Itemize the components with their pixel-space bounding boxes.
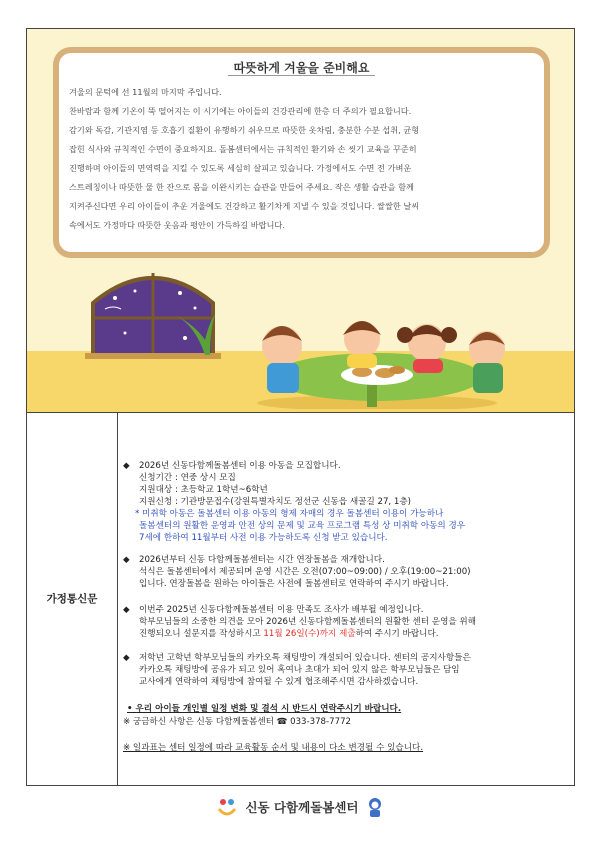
- recruit-note: 7세에 한하여 11월부터 사전 이용 가능하도록 신청 받고 있습니다.: [139, 533, 388, 543]
- contact-info: ※ 궁금하신 사항은 신동 다함께돌봄센터 ☎ 033-378-7772: [123, 717, 351, 727]
- kakao-line: 교사에게 연락하여 채팅방에 참여될 수 있게 협조해주시면 감사하겠습니다.: [139, 677, 419, 687]
- section-label: 가정통신문: [46, 593, 98, 605]
- survey-line: 진행되오니 설문지를 작성하시고 11월 26일(수)까지 제출하여 주시기 바랍니다.: [139, 629, 439, 639]
- footer: [0, 792, 600, 822]
- recruit-line: 지원신청 : 기관방문접수(강원특별자치도 정선군 신동읍 새골길 27, 1층): [139, 497, 412, 507]
- extended-care-line: 석식은 돌봄센터에서 제공되며 운영 시간은 오전(07:00~09:00) / 오후(19:00~21:00): [139, 567, 471, 577]
- notice-line: 감기와 독감, 기관지염 등 호흡기 질환이 유행하기 쉬우므로 따뜻한 옷차림, 충분한 수분 섭취, 균형: [69, 125, 420, 135]
- mascot-icon: [367, 797, 383, 817]
- notice-board: [53, 47, 550, 258]
- notice-line: 속에서도 가정마다 따뜻한 웃음과 평안이 가득하길 바랍니다.: [69, 220, 285, 230]
- center-name: 신동 다함께돌봄센터: [245, 800, 359, 815]
- recruit-note: * 미취학 아동은 돌봄센터 이용 아동의 형제 자매의 경우 돌봄센터 이용이 가능하나: [135, 509, 444, 519]
- section-label-cell: [27, 412, 118, 785]
- kakao-heading: 저학년 고학년 학부모님들의 카카오톡 채팅방이 개설되어 있습니다. 센터의 공지사항들은: [139, 653, 471, 663]
- diamond-bullet-icon: ◆: [123, 461, 130, 471]
- extended-care-line: 입니다. 연장돌봄을 원하는 아이들은 사전에 돌봄센터로 연락하여 주시기 바랍니다.: [139, 579, 449, 589]
- notice-line: 잡힌 식사와 규칙적인 수면이 중요하지요. 돌봄센터에서는 규칙적인 환기와 손 씻기 교육을 꾸준히: [69, 144, 417, 154]
- diamond-bullet-icon: ◆: [123, 555, 130, 565]
- header-illustration: [27, 29, 574, 413]
- recruit-heading: 2026년 신동다함께돌봄센터 이용 아동을 모집합니다.: [139, 461, 341, 471]
- notice-line: 스트레칭이나 따뜻한 물 한 잔으로 몸을 이완시키는 습관을 만들어 주세요. 작은 생활 습관을 함께: [69, 182, 414, 192]
- notice-title: 따뜻하게 겨울을 준비해요: [59, 59, 544, 76]
- kakao-line: 카카오톡 채팅방에 공유가 되고 있어 혹여나 초대가 되어 있지 않은 학부모님들은 담임: [139, 665, 460, 675]
- notice-content: [123, 412, 569, 785]
- schedule-change-notice: • 우리 아이들 개인별 일정 변화 및 결석 시 반드시 연락주시기 바랍니다.: [127, 704, 402, 714]
- notice-line: 겨울의 문턱에 선 11월의 마지막 주입니다.: [69, 87, 222, 97]
- extended-care-heading: 2026년부터 신동 다함께돌봄센터는 시간 연장돌봄을 재개합니다.: [139, 555, 385, 565]
- diamond-bullet-icon: ◆: [123, 653, 130, 663]
- recruit-notice: [123, 460, 569, 544]
- recruit-note: 돌봄센터의 원활한 운영과 안전 상의 문제 및 교육 프로그램 특성 상 미취학 아동의 경우: [139, 521, 466, 531]
- children-eating-illustration: [187, 291, 527, 409]
- survey-deadline: 11월 26일(수)까지 제출: [263, 629, 356, 639]
- center-logo-icon: [217, 797, 237, 817]
- newsletter-frame: [26, 28, 575, 786]
- survey-heading: 이번주 2025년 신동다함께돌봄센터 이용 만족도 조사가 배부될 예정입니다.: [139, 605, 424, 615]
- notice-body: [69, 83, 536, 235]
- survey-notice: [123, 604, 569, 640]
- notice-line: 진행하며 아이들의 면역력을 지킬 수 있도록 세심히 살피고 있습니다. 가정에서도 수면 전 가벼운: [69, 163, 412, 173]
- recruit-line: 지원대상 : 초등학교 1학년~6학년: [139, 485, 268, 495]
- survey-line: 학부모님들의 소중한 의견을 모아 2026년 신동다함께돌봄센터의 원활한 센터 운영을 위해: [139, 617, 477, 627]
- diamond-bullet-icon: ◆: [123, 605, 130, 615]
- notice-table: [27, 412, 574, 785]
- notice-line: 지켜주신다면 우리 아이들이 추운 겨울에도 건강하고 활기차게 지낼 수 있을 것입니다. 쌀쌀한 날씨: [69, 201, 420, 211]
- notice-line: 찬바람과 함께 기온이 뚝 떨어지는 이 시기에는 아이들의 건강관리에 한층 더 주의가 필요합니다.: [69, 106, 412, 116]
- schedule-disclaimer: ※ 일과표는 센터 일정에 따라 교육활동 순서 및 내용이 다소 변경될 수 있습니다.: [123, 743, 424, 753]
- recruit-line: 신청기간 : 연중 상시 모집: [139, 473, 236, 483]
- kakao-notice: [123, 652, 569, 688]
- extended-care-notice: [123, 554, 569, 590]
